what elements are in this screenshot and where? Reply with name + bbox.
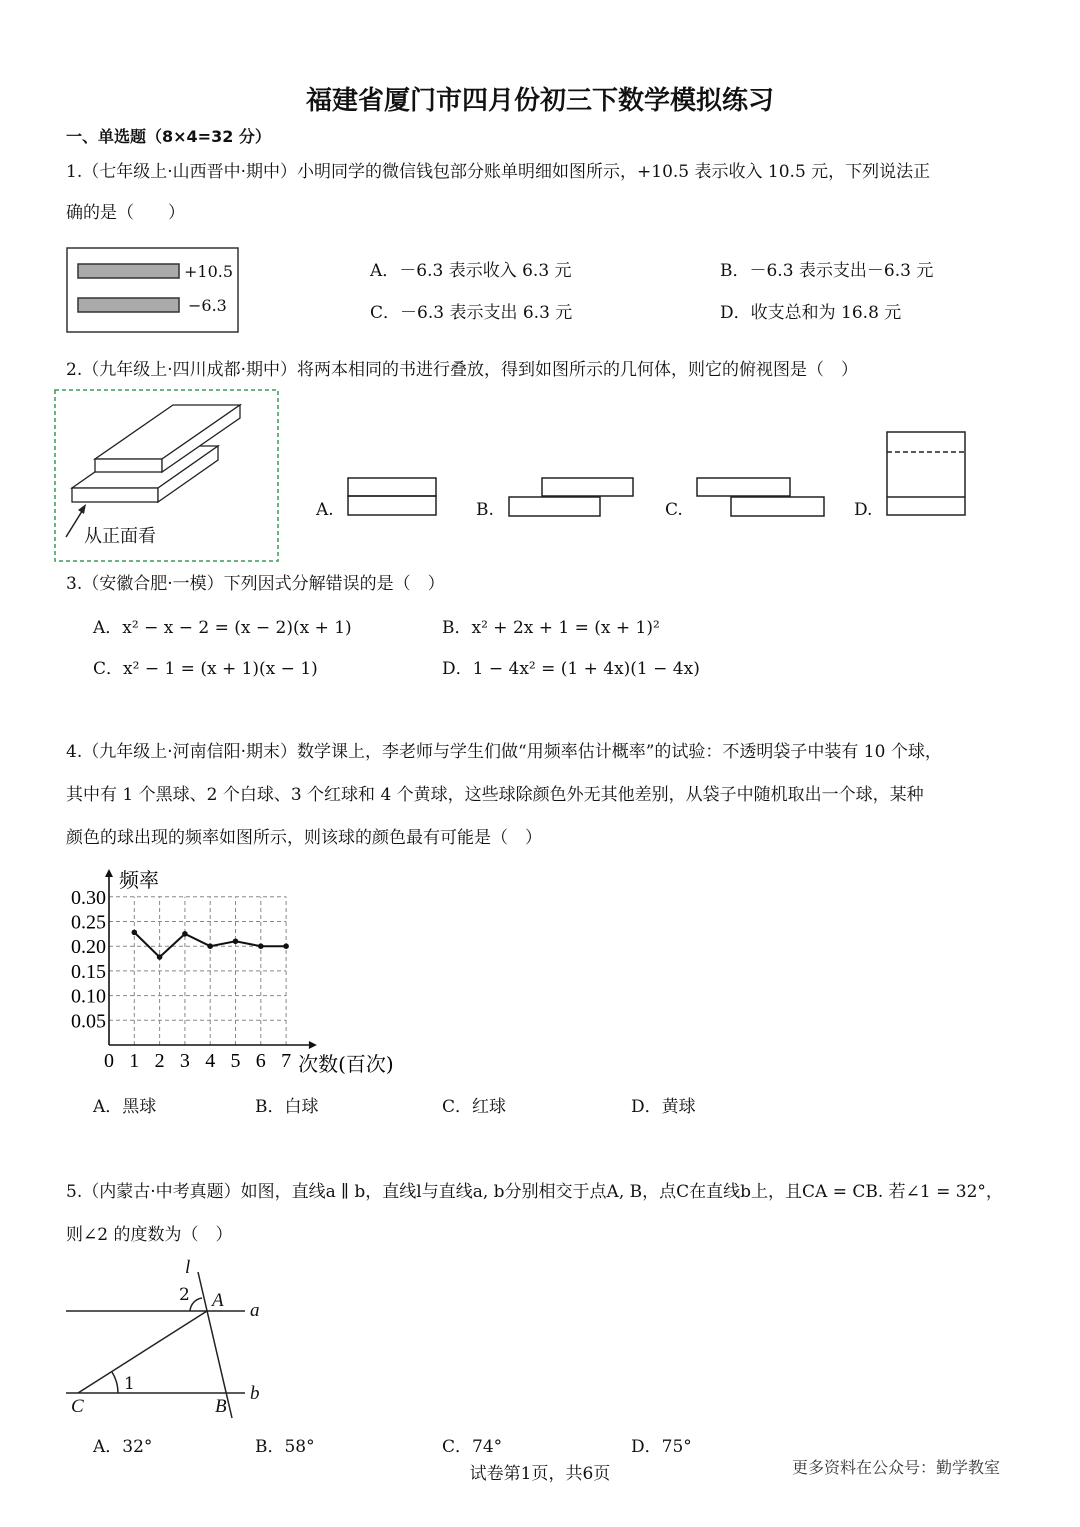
q3-option-a[interactable]: A．x² − x − 2 = (x − 2)(x + 1) <box>93 618 352 638</box>
data-point <box>157 954 163 960</box>
y-tick-label: 0.05 <box>71 1010 106 1033</box>
q5-stem-line1: 5.（内蒙古·中考真题）如图，直线a ∥ b，直线l与直线a, b分别相交于点A, B，点C在直线b上，且CA = CB. 若∠1 = 32°， <box>66 1182 1003 1202</box>
q5-option-b[interactable]: B．58° <box>255 1437 315 1457</box>
x-tick-label: 0 <box>104 1050 114 1072</box>
label-a: a <box>250 1300 260 1321</box>
label-b: b <box>250 1383 260 1404</box>
page-title: 福建省厦门市四月份初三下数学模拟练习 <box>305 86 774 116</box>
y-tick-label: 0.20 <box>71 936 106 959</box>
x-tick-label: 6 <box>255 1050 266 1072</box>
q1-stem-line2: 确的是（ ） <box>66 203 185 223</box>
q5-option-a[interactable]: A．32° <box>93 1437 153 1457</box>
y-axis-arrow <box>105 869 113 877</box>
q2-option-a[interactable]: A. <box>316 500 334 520</box>
q1-option-c[interactable]: C．－6.3 表示支出 6.3 元 <box>370 303 573 323</box>
x-tick-label: 2 <box>154 1050 165 1072</box>
q5-stem-line2: 则∠2 的度数为（ ） <box>66 1225 233 1245</box>
label-B: B <box>215 1396 227 1417</box>
label-A: A <box>212 1290 224 1311</box>
x-tick-label: 7 <box>281 1050 292 1072</box>
income-bar <box>78 264 179 278</box>
q4-stem-line1: 4.（九年级上·河南信阳·期末）数学课上，李老师与学生们做“用频率估计概率”的试验：不透明袋子中装有 10 个球， <box>66 742 942 762</box>
q4-stem-line2: 其中有 1 个黑球、2 个白球、3 个红球和 4 个黄球，这些球除颜色外无其他差别，从袋子中随机取出一个球，某种 <box>66 785 924 805</box>
q1-option-b[interactable]: B．－6.3 表示支出－6.3 元 <box>720 261 934 281</box>
data-point <box>283 943 289 949</box>
x-tick-label: 3 <box>179 1050 190 1072</box>
income-bar-label: +10.5 <box>184 262 234 281</box>
front-view-label: 从正面看 <box>84 526 156 547</box>
x-axis-arrow <box>309 1041 317 1049</box>
data-point <box>132 930 138 936</box>
q4-option-c[interactable]: C．红球 <box>442 1097 507 1117</box>
q4-option-b[interactable]: B．白球 <box>255 1097 319 1117</box>
q3-option-c[interactable]: C．x² − 1 = (x + 1)(x − 1) <box>93 659 318 679</box>
q5-option-d[interactable]: D．75° <box>631 1437 692 1457</box>
q5-option-c[interactable]: C．74° <box>442 1437 503 1457</box>
expense-bar <box>78 298 179 312</box>
q3-stem: 3.（安徽合肥·一模）下列因式分解错误的是（ ） <box>66 574 445 594</box>
q5-geometry-figure <box>0 0 1 1</box>
x-axis-title: 次数(百次) <box>298 1052 394 1076</box>
segment-ca <box>78 1311 207 1393</box>
page-footer: 试卷第1页，共6页 <box>469 1464 611 1484</box>
y-tick-label: 0.10 <box>71 985 106 1008</box>
y-axis-title: 频率 <box>119 867 159 892</box>
q2-option-c[interactable]: C. <box>665 500 683 520</box>
q4-option-a[interactable]: A．黑球 <box>93 1097 157 1117</box>
data-point <box>233 938 239 944</box>
y-tick-label: 0.25 <box>71 911 106 934</box>
watermark: 更多资料在公众号：勤学教室 <box>792 1458 1001 1477</box>
frequency-chart <box>60 865 410 1080</box>
label-angle1: 1 <box>124 1374 135 1394</box>
data-point <box>258 943 264 949</box>
q2-option-b[interactable]: B. <box>476 500 494 520</box>
section-heading: 一、单选题（8×4=32 分） <box>66 127 271 146</box>
data-point <box>207 943 213 949</box>
label-l: l <box>185 1257 191 1278</box>
expense-bar-label: −6.3 <box>188 296 227 315</box>
label-angle2: 2 <box>179 1285 190 1305</box>
q1-option-a[interactable]: A．－6.3 表示收入 6.3 元 <box>370 261 572 281</box>
x-tick-label: 1 <box>129 1050 140 1072</box>
y-tick-label: 0.30 <box>71 886 106 909</box>
q4-stem-line3: 颜色的球出现的频率如图所示，则该球的颜色最有可能是（ ） <box>66 828 542 848</box>
q2-option-d[interactable]: D. <box>854 500 873 520</box>
q1-stem-line1: 1.（七年级上·山西晋中·期中）小明同学的微信钱包部分账单明细如图所示，+10.5 表示收入 10.5 元，下列说法正 <box>66 162 931 182</box>
q3-option-d[interactable]: D．1 − 4x² = (1 + 4x)(1 − 4x) <box>442 659 700 679</box>
label-C: C <box>71 1396 84 1417</box>
q1-option-d[interactable]: D．收支总和为 16.8 元 <box>720 303 902 323</box>
q4-option-d[interactable]: D．黄球 <box>631 1097 696 1117</box>
q3-option-b[interactable]: B．x² + 2x + 1 = (x + 1)² <box>442 618 660 638</box>
x-tick-label: 4 <box>205 1050 216 1072</box>
y-tick-label: 0.15 <box>71 960 106 983</box>
q2-stem: 2.（九年级上·四川成都·期中）将两本相同的书进行叠放，得到如图所示的几何体，则它的俯视图是（ ） <box>66 360 859 380</box>
x-tick-label: 5 <box>230 1050 241 1072</box>
data-point <box>182 931 188 937</box>
